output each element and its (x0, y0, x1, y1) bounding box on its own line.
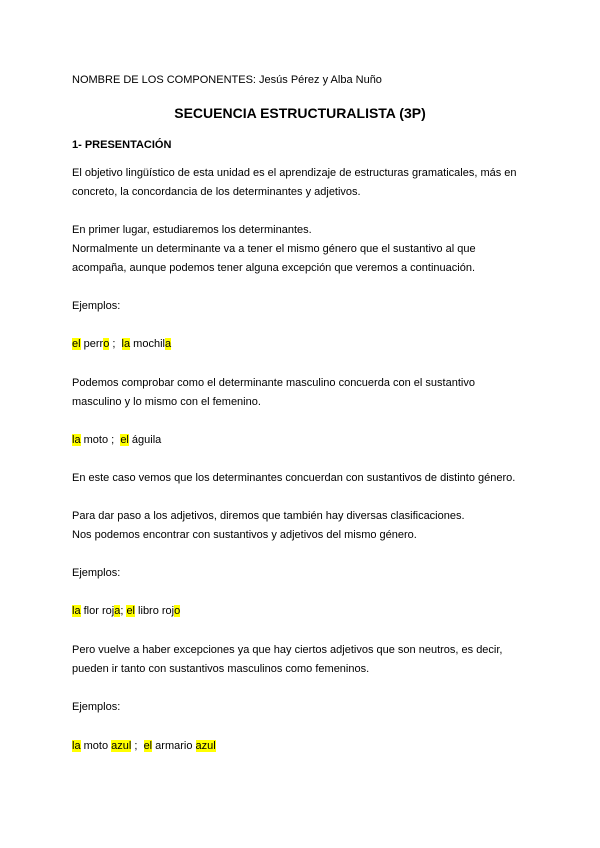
highlighted-word: a (164, 338, 172, 350)
example-text: perr (80, 338, 104, 350)
example-text: mochil (130, 338, 165, 350)
highlighted-word: el (143, 740, 153, 752)
paragraph-line: Podemos comprobar como el determinante masculino concuerda con el sustantivo (72, 377, 475, 389)
paragraph-line: concreto, la concordancia de los determinantes y adjetivos. (72, 186, 361, 198)
highlighted-word: el (120, 434, 129, 446)
paragraph-line: acompaña, aunque podemos tener alguna excepción que veremos a continuación. (72, 262, 475, 274)
example-text: ; (120, 605, 127, 617)
example-line (72, 604, 180, 618)
example-text: moto ; (80, 434, 121, 446)
paragraph-line: Nos podemos encontrar con sustantivos y adjetivos del mismo género. (72, 529, 417, 541)
paragraph-line: El objetivo lingüístico de esta unidad es el aprendizaje de estructuras gramaticales, más en (72, 167, 517, 179)
highlighted-word: la (72, 434, 81, 446)
highlighted-word: la (121, 338, 131, 350)
section-heading: 1- PRESENTACIÓN (72, 139, 172, 151)
examples-label: Ejemplos: (72, 300, 121, 312)
paragraph-line: masculino y lo mismo con el femenino. (72, 396, 261, 408)
example-line (72, 739, 216, 753)
paragraph-line: Para dar paso a los adjetivos, diremos que también hay diversas clasificaciones. (72, 510, 465, 522)
example-text: moto (80, 740, 112, 752)
highlighted-word: a (114, 605, 121, 617)
examples-label: Ejemplos: (72, 701, 121, 713)
example-line (72, 433, 161, 447)
example-text: ; (109, 338, 122, 350)
example-line (72, 337, 171, 351)
highlighted-word: la (72, 605, 81, 617)
highlighted-word: el (72, 338, 81, 350)
paragraph-line: pueden ir tanto con sustantivos masculinos como femeninos. (72, 663, 370, 675)
paragraph-line: Pero vuelve a haber excepciones ya que hay ciertos adjetivos que son neutros, es decir, (72, 644, 503, 656)
highlighted-word: el (126, 605, 135, 617)
example-text: águila (128, 434, 162, 446)
paragraph-line: Normalmente un determinante va a tener el mismo género que el sustantivo al que (72, 243, 476, 255)
example-text: libro roj (135, 605, 175, 617)
document-title: SECUENCIA ESTRUCTURALISTA (3P) (174, 105, 426, 121)
example-text: flor roj (80, 605, 115, 617)
highlighted-word: la (72, 740, 81, 752)
highlighted-word: o (174, 605, 181, 617)
highlighted-word: o (103, 338, 110, 350)
paragraph-line: En este caso vemos que los determinantes concuerdan con sustantivos de distinto género. (72, 472, 516, 484)
paragraph-line: En primer lugar, estudiaremos los determinantes. (72, 224, 312, 236)
components-line: NOMBRE DE LOS COMPONENTES: Jesús Pérez y Alba Nuño (72, 74, 382, 86)
highlighted-word: azul (111, 740, 132, 752)
examples-label: Ejemplos: (72, 567, 121, 579)
example-text: ; (131, 740, 144, 752)
example-text: armario (152, 740, 196, 752)
highlighted-word: azul (195, 740, 216, 752)
